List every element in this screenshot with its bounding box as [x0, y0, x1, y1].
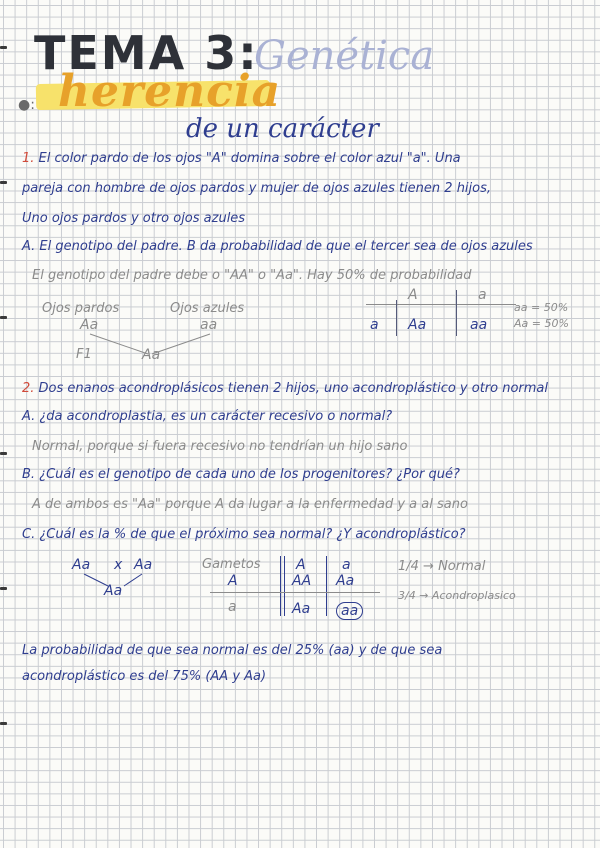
- problem2-question-c: C. ¿Cuál es la % de que el próximo sea normal? ¿Y acondroplástico?: [22, 527, 466, 542]
- p2-punnett-top: a: [342, 557, 351, 573]
- p2-cross-result: Aa: [104, 583, 123, 599]
- binder-hole: [0, 587, 7, 590]
- p2-punnett-hline: [210, 592, 380, 593]
- p1-punnett-top-b: a: [478, 287, 487, 303]
- p2-punnett-vline: [280, 556, 281, 616]
- p2-result-acondro: 3/4 → Acondroplasico: [398, 589, 516, 602]
- conclusion-line2: acondroplástico es del 75% (AA y Aa): [22, 669, 267, 684]
- cross-left-genotype: Aa: [80, 317, 99, 333]
- p2-punnett-cell: AA: [292, 573, 312, 589]
- p1-punnett-cell: aa: [470, 317, 488, 333]
- binder-hole: [0, 452, 7, 455]
- p2-punnett-cell: Aa: [292, 601, 311, 617]
- p2-cross-left: Aa: [72, 557, 91, 573]
- p2-punnett-top: A: [296, 557, 306, 573]
- f1-label: F1: [76, 347, 92, 362]
- bullet-mark: ●:: [18, 97, 35, 113]
- p1-punnett-cell: Aa: [408, 317, 427, 333]
- problem2-statement: 2. Dos enanos acondroplásicos tienen 2 hijos, uno acondroplástico y otro normal: [22, 381, 549, 396]
- p2-cross-right: Aa: [134, 557, 153, 573]
- conclusion-line1: La probabilidad de que sea normal es del 25% (aa) y de que sea: [22, 643, 443, 658]
- binder-hole: [0, 181, 7, 184]
- tema-heading: TEMA 3:: [34, 26, 259, 80]
- f1-genotype: Aa: [142, 347, 161, 363]
- cross-right-genotype: aa: [200, 317, 218, 333]
- tema-subject: Genética: [254, 33, 435, 79]
- p1-result-2: Aa = 50%: [514, 317, 569, 330]
- p1-punnett-vline: [456, 290, 457, 336]
- p2-punnett-row-label: a: [228, 599, 237, 615]
- p2-result-normal: 1/4 → Normal: [398, 559, 486, 574]
- page-subtitle: de un carácter: [186, 114, 379, 144]
- problem2-answer-a: Normal, porque si fuera recesivo no tendrían un hijo sano: [32, 439, 408, 454]
- problem1-answer: El genotipo del padre debe o "AA" o "Aa". Hay 50% de probabilidad: [32, 268, 472, 283]
- problem1-line1: 1. El color pardo de los ojos "A" domina sobre el color azul "a". Una: [22, 151, 461, 166]
- problem1-question-a: A. El genotipo del padre. B da probabilidad de que el tercer sea de ojos azules: [22, 239, 533, 254]
- p2-punnett-cell: Aa: [336, 573, 355, 589]
- p2-punnett-row-label: A: [228, 573, 238, 589]
- binder-hole: [0, 316, 7, 319]
- p2-punnett-cell-circled: aa: [336, 602, 363, 620]
- p1-punnett-hline: [366, 304, 516, 305]
- p1-result-1: aa = 50%: [514, 301, 569, 314]
- p2-punnett-vline: [326, 556, 327, 616]
- binder-hole: [0, 722, 7, 725]
- p2-cross-times: x: [114, 557, 123, 573]
- p1-punnett-top-a: A: [408, 287, 418, 303]
- binder-hole: [0, 46, 7, 49]
- p1-punnett-vline: [396, 300, 397, 336]
- cross-left-label: Ojos pardos: [42, 301, 120, 316]
- page-title: herencia: [58, 66, 282, 117]
- problem2-question-a: A. ¿da acondroplastia, es un carácter recesivo o normal?: [22, 409, 393, 424]
- problem1-line3: Uno ojos pardos y otro ojos azules: [22, 211, 246, 226]
- p2-punnett-corner: Gametos: [202, 557, 261, 572]
- p2-punnett-vline: [284, 556, 285, 616]
- p1-punnett-row-label: a: [370, 317, 379, 333]
- problem1-line2: pareja con hombre de ojos pardos y mujer de ojos azules tienen 2 hijos,: [22, 181, 492, 196]
- problem2-question-b: B. ¿Cuál es el genotipo de cada uno de los progenitores? ¿Por qué?: [22, 467, 460, 482]
- cross-right-label: Ojos azules: [170, 301, 245, 316]
- problem2-answer-b: A de ambos es "Aa" porque A da lugar a la enfermedad y a al sano: [32, 497, 468, 512]
